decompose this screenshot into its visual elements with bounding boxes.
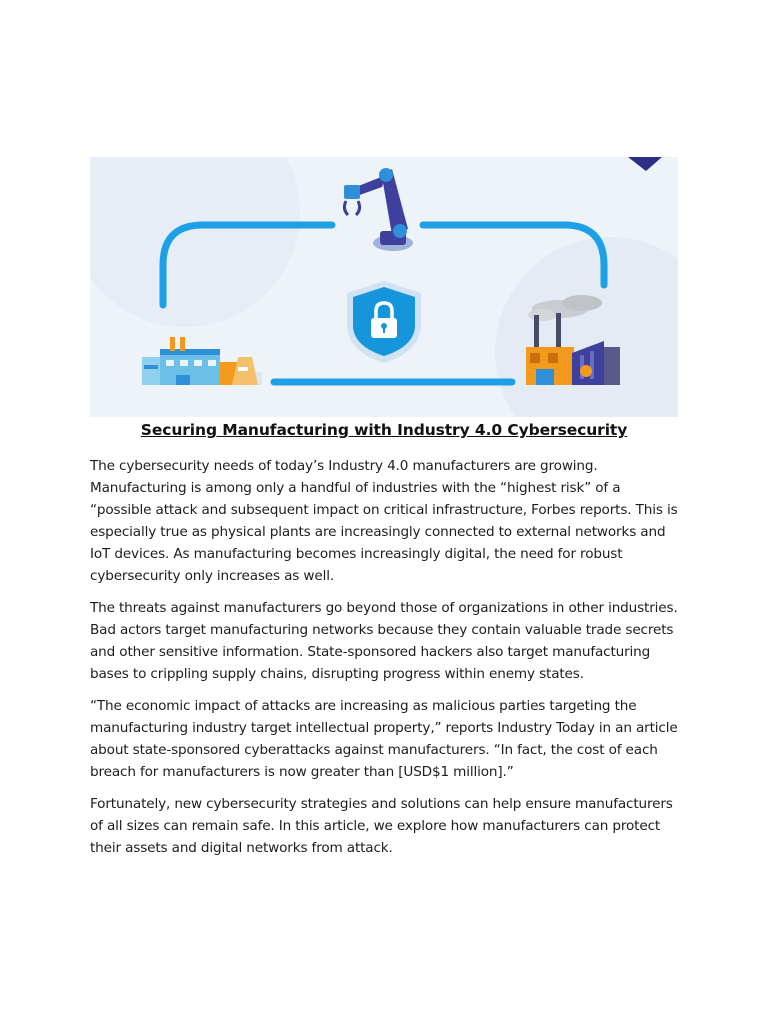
- article-body: [90, 455, 680, 869]
- badge-fragment-icon: [628, 157, 662, 171]
- bg-circle: [90, 157, 300, 327]
- paragraph: “The economic impact of attacks are increasing as malicious parties targeting the manufacturing industry target intellectual property,” reports Industry Today in an article about state-sponsored cyberattacks against manufacturers. “In fact, the cost of each breach for manufacturers is now greater than [USD$1 million].”: [90, 698, 678, 780]
- bg-circle: [495, 237, 678, 417]
- paragraph: The threats against manufacturers go beyond those of organizations in other industries. Bad actors target manufacturing networks because they contain valuable trade secrets and other sensitive information. State-sponsored hackers also target manufacturing bases to crippling supply chains, disrupting progress within enemy states.: [90, 600, 678, 682]
- paragraph: The cybersecurity needs of today’s Industry 4.0 manufacturers are growing. Manufacturing is among only a handful of industries with the “highest risk” of a “possible attack and subsequent impact on critical infrastructure, Forbes reports. This is especially true as physical plants are increasingly connected to external networks and IoT devices. As manufacturing becomes increasingly digital, the need for robust cybersecurity only increases as well.: [90, 458, 678, 584]
- paragraph: Fortunately, new cybersecurity strategies and solutions can help ensure manufacturers of all sizes can remain safe. In this article, we explore how manufacturers can protect their assets and digital networks from attack.: [90, 796, 673, 856]
- article-title: Securing Manufacturing with Industry 4.0 Cybersecurity: [140, 421, 628, 439]
- robot-arm-icon: [344, 168, 413, 251]
- hero-illustration: [90, 157, 678, 417]
- shield-lock-icon: [347, 281, 421, 363]
- factory-left-icon: [142, 337, 262, 385]
- cybersecurity-loop-illustration: [90, 157, 678, 417]
